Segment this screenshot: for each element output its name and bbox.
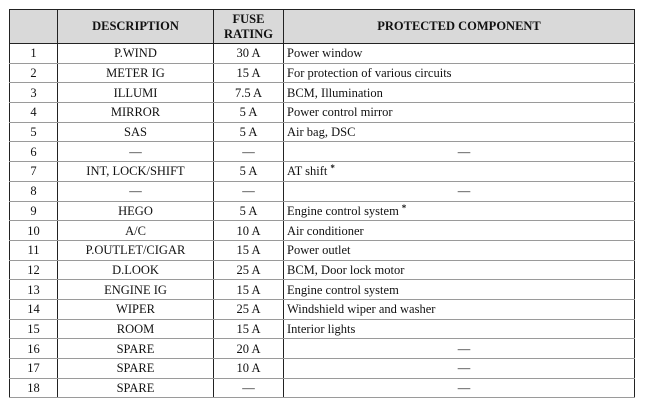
description-cell: METER IG (58, 63, 214, 83)
description-cell: D.LOOK (58, 260, 214, 280)
description-cell: A/C (58, 221, 214, 241)
table-row (10, 83, 635, 103)
description-cell: ENGINE IG (58, 280, 214, 300)
protected-component-cell (284, 44, 635, 64)
protected-component-text: Interior lights (287, 321, 356, 336)
fuse-rating-cell: — (214, 181, 284, 201)
description-cell: P.WIND (58, 44, 214, 64)
fuse-rating-cell: 10 A (214, 359, 284, 379)
table-row (10, 378, 635, 398)
fuse-number-cell: 10 (10, 221, 58, 241)
fuse-rating-cell: 15 A (214, 280, 284, 300)
fuse-rating-cell: — (214, 142, 284, 162)
protected-component-text: Air bag, DSC (287, 125, 356, 140)
fuse-number-cell: 11 (10, 240, 58, 260)
fuse-number-cell: 15 (10, 319, 58, 339)
fuse-rating-cell: 25 A (214, 260, 284, 280)
table-row (10, 339, 635, 359)
table-row (10, 44, 635, 64)
table-row (10, 299, 635, 319)
protected-component-cell (284, 260, 635, 280)
fuse-number-cell: 18 (10, 378, 58, 398)
table-row (10, 63, 635, 83)
protected-component-cell (284, 63, 635, 83)
description-cell: SPARE (58, 339, 214, 359)
protected-component-cell (284, 319, 635, 339)
protected-component-cell (284, 83, 635, 103)
fuse-table-body (10, 44, 635, 398)
description-cell: SAS (58, 122, 214, 142)
fuse-table-container (9, 9, 635, 398)
table-row (10, 280, 635, 300)
table-row (10, 181, 635, 201)
fuse-rating-cell: 5 A (214, 122, 284, 142)
fuse-rating-cell: 25 A (214, 299, 284, 319)
protected-component-text: Windshield wiper and washer (287, 302, 436, 317)
protected-component-text: Power control mirror (287, 105, 393, 120)
protected-component-text: Engine control system (287, 282, 399, 297)
protected-component-text: — (457, 381, 471, 396)
fuse-header-line2: RATING (223, 26, 274, 41)
table-row (10, 359, 635, 379)
fuse-rating-cell: 5 A (214, 201, 284, 221)
protected-component-cell (284, 359, 635, 379)
description-cell: P.OUTLET/CIGAR (58, 240, 214, 260)
table-row (10, 240, 635, 260)
protected-component-cell (284, 240, 635, 260)
description-cell: SPARE (58, 378, 214, 398)
fuse-header-line1: FUSE (232, 11, 265, 26)
table-header-row (10, 10, 635, 44)
fuse-number-cell: 5 (10, 122, 58, 142)
protected-component-cell (284, 299, 635, 319)
footnote-asterisk: * (401, 202, 407, 213)
protected-component-column-header: PROTECTED COMPONENT (284, 10, 635, 44)
fuse-number-cell: 12 (10, 260, 58, 280)
table-row (10, 201, 635, 221)
fuse-rating-cell: 15 A (214, 319, 284, 339)
fuse-rating-cell: 5 A (214, 103, 284, 123)
protected-component-cell (284, 122, 635, 142)
description-cell: — (58, 142, 214, 162)
protected-component-cell (284, 378, 635, 398)
protected-component-text: BCM, Door lock motor (287, 262, 405, 277)
fuse-rating-cell: 15 A (214, 240, 284, 260)
protected-component-cell (284, 162, 635, 182)
fuse-number-cell: 9 (10, 201, 58, 221)
table-row (10, 122, 635, 142)
protected-component-cell (284, 142, 635, 162)
fuse-number-cell: 6 (10, 142, 58, 162)
protected-component-text: Power outlet (287, 243, 351, 258)
protected-component-cell (284, 221, 635, 241)
fuse-number-cell: 7 (10, 162, 58, 182)
fuse-number-cell: 2 (10, 63, 58, 83)
protected-component-text: — (457, 341, 471, 356)
fuse-rating-cell: 7.5 A (214, 83, 284, 103)
footnote-asterisk: * (330, 163, 335, 174)
fuse-number-cell: 17 (10, 359, 58, 379)
fuse-number-cell: 1 (10, 44, 58, 64)
table-row (10, 142, 635, 162)
fuse-rating-column-header (214, 10, 284, 44)
fuse-number-cell: 4 (10, 103, 58, 123)
fuse-number-cell: 14 (10, 299, 58, 319)
protected-component-cell (284, 280, 635, 300)
fuse-rating-cell: — (214, 378, 284, 398)
protected-component-text: For protection of various circuits (287, 66, 452, 81)
protected-component-text: — (457, 144, 471, 159)
protected-component-cell (284, 181, 635, 201)
protected-component-cell (284, 339, 635, 359)
description-cell: HEGO (58, 201, 214, 221)
fuse-table (9, 9, 635, 398)
table-row (10, 319, 635, 339)
table-row (10, 260, 635, 280)
description-cell: ROOM (58, 319, 214, 339)
description-cell: SPARE (58, 359, 214, 379)
fuse-rating-cell: 20 A (214, 339, 284, 359)
fuse-number-cell: 3 (10, 83, 58, 103)
protected-component-text: BCM, Illumination (287, 85, 383, 100)
fuse-number-cell: 13 (10, 280, 58, 300)
description-cell: INT, LOCK/SHIFT (58, 162, 214, 182)
fuse-number-cell: 8 (10, 181, 58, 201)
description-cell: WIPER (58, 299, 214, 319)
fuse-rating-cell: 15 A (214, 63, 284, 83)
protected-component-text: AT shift (287, 164, 328, 179)
table-row (10, 103, 635, 123)
fuse-rating-cell: 5 A (214, 162, 284, 182)
table-row (10, 221, 635, 241)
description-cell: ILLUMI (58, 83, 214, 103)
protected-component-cell (284, 201, 635, 221)
protected-component-text: — (457, 184, 471, 199)
description-column-header: DESCRIPTION (58, 10, 214, 44)
fuse-number-cell: 16 (10, 339, 58, 359)
number-column-header (10, 10, 58, 44)
fuse-rating-cell: 10 A (214, 221, 284, 241)
description-cell: MIRROR (58, 103, 214, 123)
protected-component-text: Power window (287, 46, 363, 61)
protected-component-text: Air conditioner (287, 223, 364, 238)
protected-component-text: Engine control system (287, 203, 399, 218)
protected-component-cell (284, 103, 635, 123)
description-cell: — (58, 181, 214, 201)
protected-component-text: — (457, 361, 471, 376)
table-row (10, 162, 635, 182)
fuse-rating-cell: 30 A (214, 44, 284, 64)
